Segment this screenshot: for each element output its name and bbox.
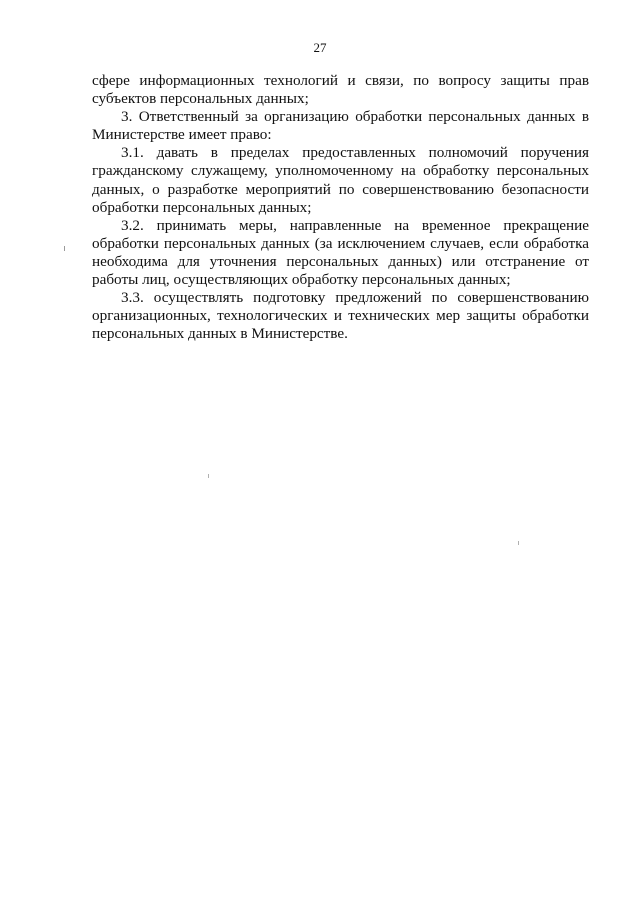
page-number: 27: [313, 40, 327, 55]
paragraph-item-3-1: 3.1. давать в пределах предоставленных полномочий поручения гражданскому служащему, уполномоченному на обработку персональных данных, о разработке мероприятий по совершенствованию безопасности обработки персональных данных;: [92, 144, 589, 216]
paragraph-continuation: сфере информационных технологий и связи, по вопросу защиты прав субъектов персональных данных;: [92, 72, 589, 108]
scan-speck: [208, 474, 209, 478]
document-body: [92, 72, 589, 343]
scan-speck: [64, 246, 65, 251]
paragraph-section-3: 3. Ответственный за организацию обработки персональных данных в Министерстве имеет право:: [92, 108, 589, 144]
scan-speck: [518, 541, 519, 545]
paragraph-item-3-3: 3.3. осуществлять подготовку предложений по совершенствованию организационных, технологических и технических мер защиты обработки персональных данных в Министерстве.: [92, 289, 589, 343]
paragraph-item-3-2: 3.2. принимать меры, направленные на временное прекращение обработки персональных данных (за исключением случаев, если обработка необходима для уточнения персональных данных) или отстранение от работы лиц, осуществляющих обработку персональных данных;: [92, 216, 589, 289]
